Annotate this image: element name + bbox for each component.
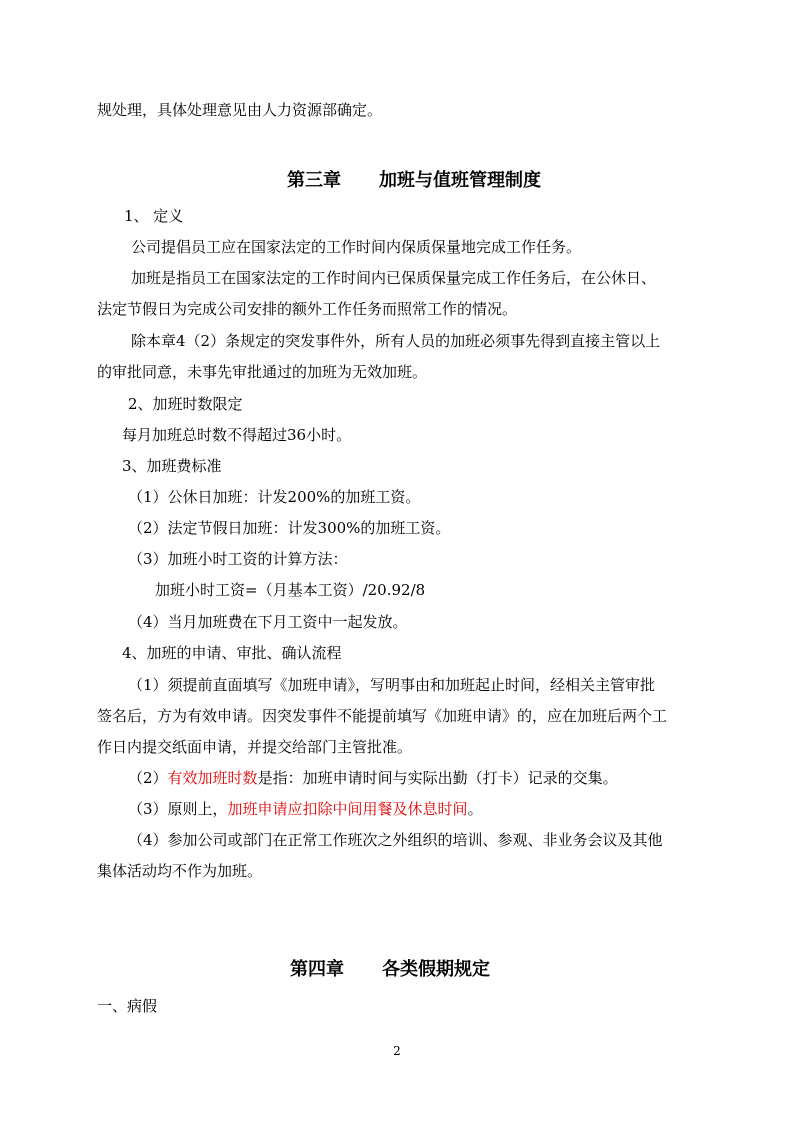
section1-paragraph3-line1: 除本章4（2）条规定的突发事件外，所有人员的加班必须事先得到直接主管以上 (131, 332, 661, 350)
section1-title: 1、 定义 (124, 207, 184, 225)
section1-paragraph2-line1: 加班是指员工在国家法定的工作时间内已保质保量完成工作任务后，在公休日、 (131, 269, 657, 287)
section3-item4: （4）当月加班费在下月工资中一起发放。 (128, 613, 408, 631)
section3-title: 3、加班费标准 (122, 457, 222, 475)
section2-paragraph1: 每月加班总时数不得超过36小时。 (122, 426, 352, 444)
chapter4-title: 各类假期规定 (382, 959, 490, 980)
section1-paragraph1: 公司提倡员工应在国家法定的工作时间内保质保量地完成工作任务。 (131, 238, 582, 256)
section4-item2-suffix: 是指：加班申请时间与实际出勤（打卡）记录的交集。 (257, 769, 618, 787)
chapter3-title: 加班与值班管理制度 (379, 170, 541, 191)
section4-item1-line1: （1）须提前直面填写《加班申请》，写明事由和加班起止时间，经相关主管审批 (128, 676, 656, 694)
section4-item1-line3: 作日内提交纸面申请，并提交给部门主管批准。 (97, 738, 413, 756)
section4-item2-highlight: 有效加班时数 (167, 769, 258, 787)
chapter4-heading (290, 958, 490, 982)
section3-item3: （3）加班小时工资的计算方法： (128, 550, 348, 568)
section4-item2 (128, 768, 618, 788)
section1-paragraph3-line2: 的审批同意，未事先审批通过的加班为无效加班。 (97, 363, 428, 381)
intro-line: 规处理，具体处理意见由人力资源部确定。 (97, 101, 383, 119)
section4-item1-line2: 签名后，方为有效申请。因突发事件不能提前填写《加班申请》的，应在加班后两个工 (97, 707, 668, 725)
section4-item4-line1: （4）参加公司或部门在正常工作班次之外组织的培训、参观、非业务会议及其他 (128, 831, 663, 849)
section4-item3-prefix: （3）原则上， (128, 800, 228, 818)
section2-title: 2、加班时数限定 (128, 395, 243, 413)
chapter3-heading (287, 169, 541, 193)
sick-leave-title: 一、病假 (97, 997, 158, 1015)
section4-item3-suffix: 。 (467, 800, 483, 818)
chapter4-number: 第四章 (290, 959, 344, 980)
section3-item2: （2）法定节假日加班：计发300%的加班工资。 (128, 519, 451, 537)
section4-item3-highlight: 加班申请应扣除中间用餐及休息时间 (227, 800, 468, 818)
section1-paragraph2-line2: 法定节假日为完成公司安排的额外工作任务而照常工作的情况。 (97, 300, 518, 318)
page-number: 2 (393, 1044, 401, 1058)
section4-title: 4、加班的申请、审批、确认流程 (122, 644, 342, 662)
section4-item4-line2: 集体活动均不作为加班。 (97, 862, 263, 880)
section4-item2-prefix: （2） (128, 769, 168, 787)
section3-formula: 加班小时工资=（月基本工资）/20.92/8 (155, 581, 426, 599)
chapter3-number: 第三章 (287, 170, 341, 191)
section3-item1: （1）公休日加班：计发200%的加班工资。 (128, 488, 421, 506)
section4-item3 (128, 799, 483, 819)
